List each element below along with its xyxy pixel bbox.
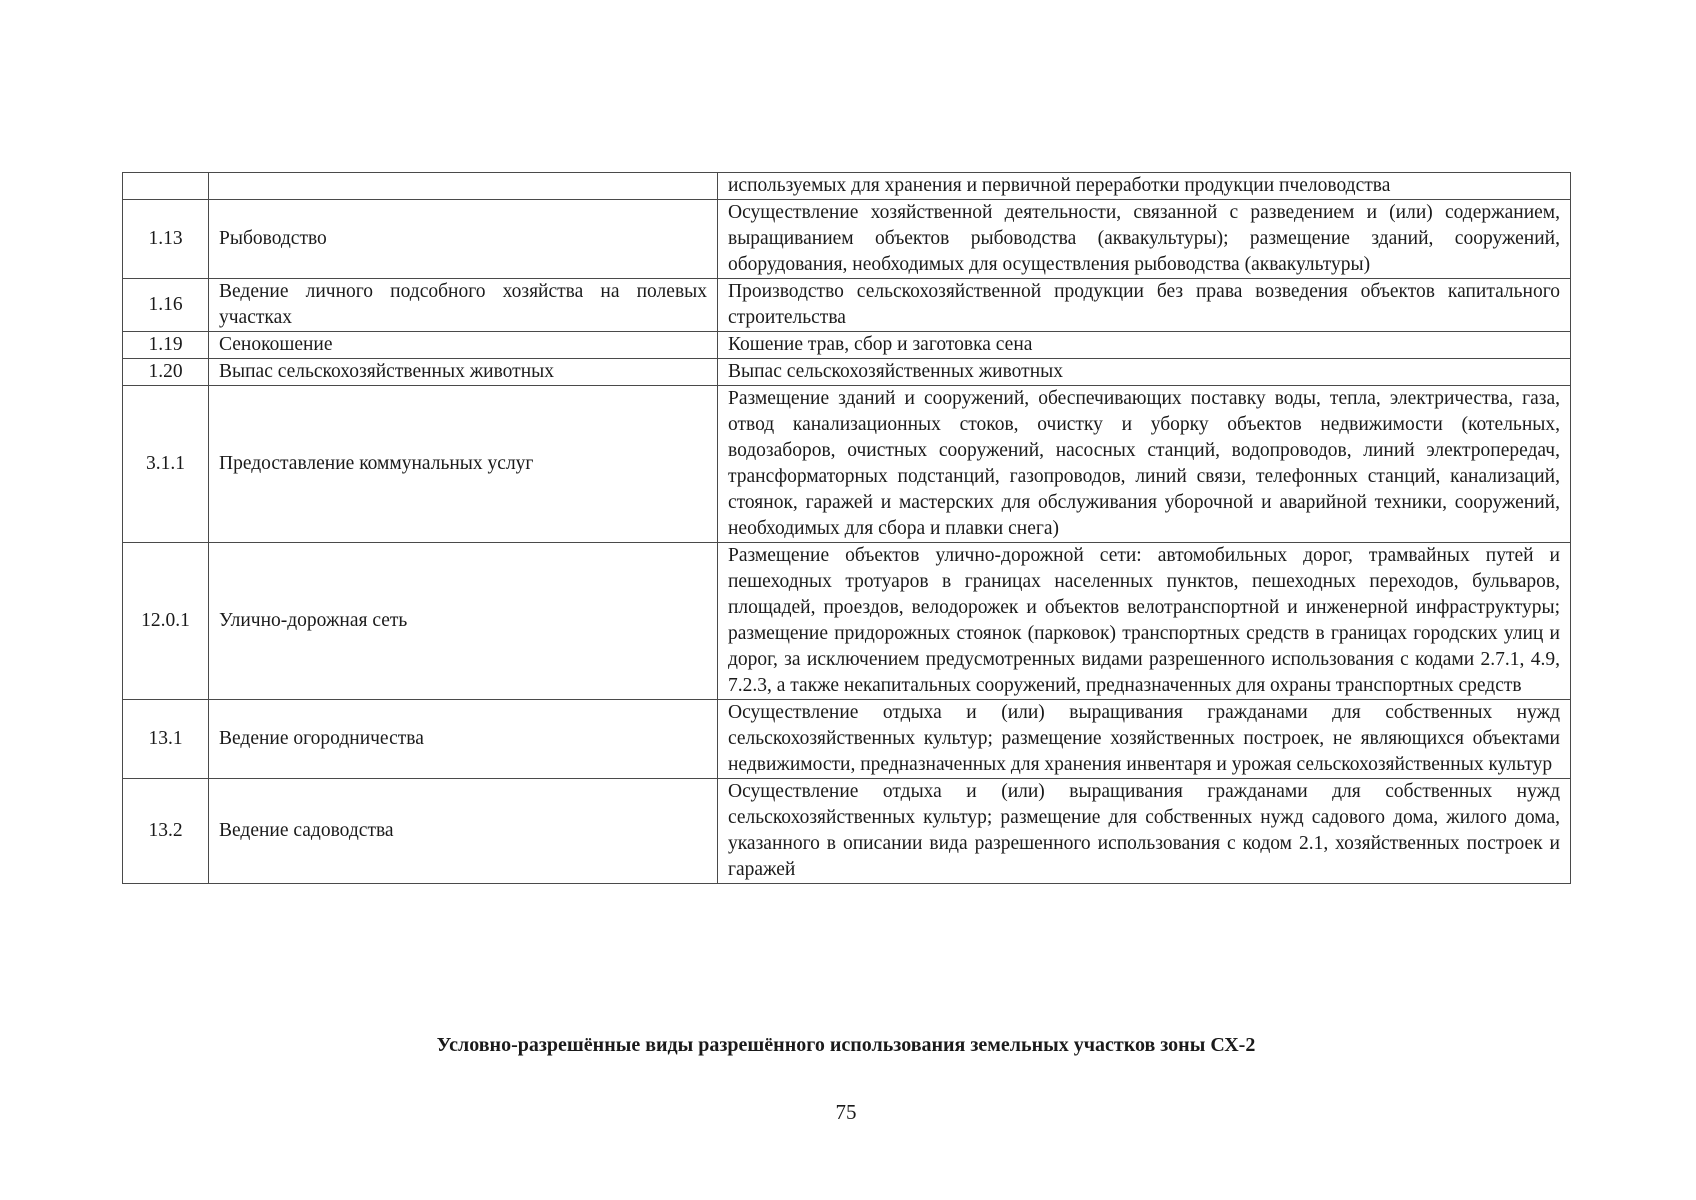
code-cell: 1.13: [123, 200, 209, 279]
code-cell: 13.1: [123, 700, 209, 779]
table-row: [123, 779, 1571, 884]
name-cell: Предоставление коммунальных услуг: [209, 386, 718, 543]
table-row: [123, 700, 1571, 779]
description-cell: Осуществление хозяйственной деятельности, связанной с разведением и (или) содержанием, выращиванием объектов рыбоводства (аквакультуры); размещение зданий, сооружений, оборудования, необходимых для осуществления рыбоводства (аквакультуры): [718, 200, 1571, 279]
code-cell: 1.16: [123, 279, 209, 332]
name-cell: Выпас сельскохозяйственных животных: [209, 359, 718, 386]
code-cell: 13.2: [123, 779, 209, 884]
description-cell: Осуществление отдыха и (или) выращивания гражданами для собственных нужд сельскохозяйственных культур; размещение для собственных нужд садового дома, жилого дома, указанного в описании вида разрешенного использования с кодом 2.1, хозяйственных построек и гаражей: [718, 779, 1571, 884]
table-row: [123, 332, 1571, 359]
description-cell: Выпас сельскохозяйственных животных: [718, 359, 1571, 386]
name-cell: Сенокошение: [209, 332, 718, 359]
description-cell: Осуществление отдыха и (или) выращивания гражданами для собственных нужд сельскохозяйственных культур; размещение хозяйственных построек, не являющихся объектами недвижимости, предназначенных для хранения инвентаря и урожая сельскохозяйственных культур: [718, 700, 1571, 779]
table-row: [123, 173, 1571, 200]
description-cell: Размещение объектов улично-дорожной сети: автомобильных дорог, трамвайных путей и пешеходных тротуаров в границах населенных пунктов, пешеходных переходов, бульваров, площадей, проездов, велодорожек и объектов велотранспортной и инженерной инфраструктуры; размещение придорожных стоянок (парковок) транспортных средств в границах городских улиц и дорог, за исключением предусмотренных видами разрешенного использования с кодами 2.7.1, 4.9, 7.2.3, а также некапитальных сооружений, предназначенных для охраны транспортных средств: [718, 543, 1571, 700]
description-cell: используемых для хранения и первичной переработки продукции пчеловодства: [718, 173, 1571, 200]
table-row: [123, 359, 1571, 386]
code-cell: 1.20: [123, 359, 209, 386]
name-cell: Ведение садоводства: [209, 779, 718, 884]
name-cell: Рыбоводство: [209, 200, 718, 279]
table-row: [123, 200, 1571, 279]
name-cell: [209, 173, 718, 200]
code-cell: [123, 173, 209, 200]
table-row: [123, 279, 1571, 332]
name-cell: Ведение огородничества: [209, 700, 718, 779]
table-row: [123, 543, 1571, 700]
table-row: [123, 386, 1571, 543]
code-cell: 1.19: [123, 332, 209, 359]
description-cell: Производство сельскохозяйственной продукции без права возведения объектов капитального строительства: [718, 279, 1571, 332]
page-number: 75: [835, 1100, 857, 1124]
section-caption: Условно-разрешённые виды разрешённого использования земельных участков зоны СХ-2: [436, 1034, 1256, 1056]
code-cell: 3.1.1: [123, 386, 209, 543]
description-cell: Кошение трав, сбор и заготовка сена: [718, 332, 1571, 359]
description-cell: Размещение зданий и сооружений, обеспечивающих поставку воды, тепла, электричества, газа, отвод канализационных стоков, очистку и уборку объектов недвижимости (котельных, водозаборов, очистных сооружений, насосных станций, водопроводов, линий электропередач, трансформаторных подстанций, газопроводов, линий связи, телефонных станций, канализаций, стоянок, гаражей и мастерских для обслуживания уборочной и аварийной техники, сооружений, необходимых для сбора и плавки снега): [718, 386, 1571, 543]
land-use-table: [122, 172, 1571, 884]
name-cell: Улично-дорожная сеть: [209, 543, 718, 700]
code-cell: 12.0.1: [123, 543, 209, 700]
name-cell: Ведение личного подсобного хозяйства на полевых участках: [209, 279, 718, 332]
